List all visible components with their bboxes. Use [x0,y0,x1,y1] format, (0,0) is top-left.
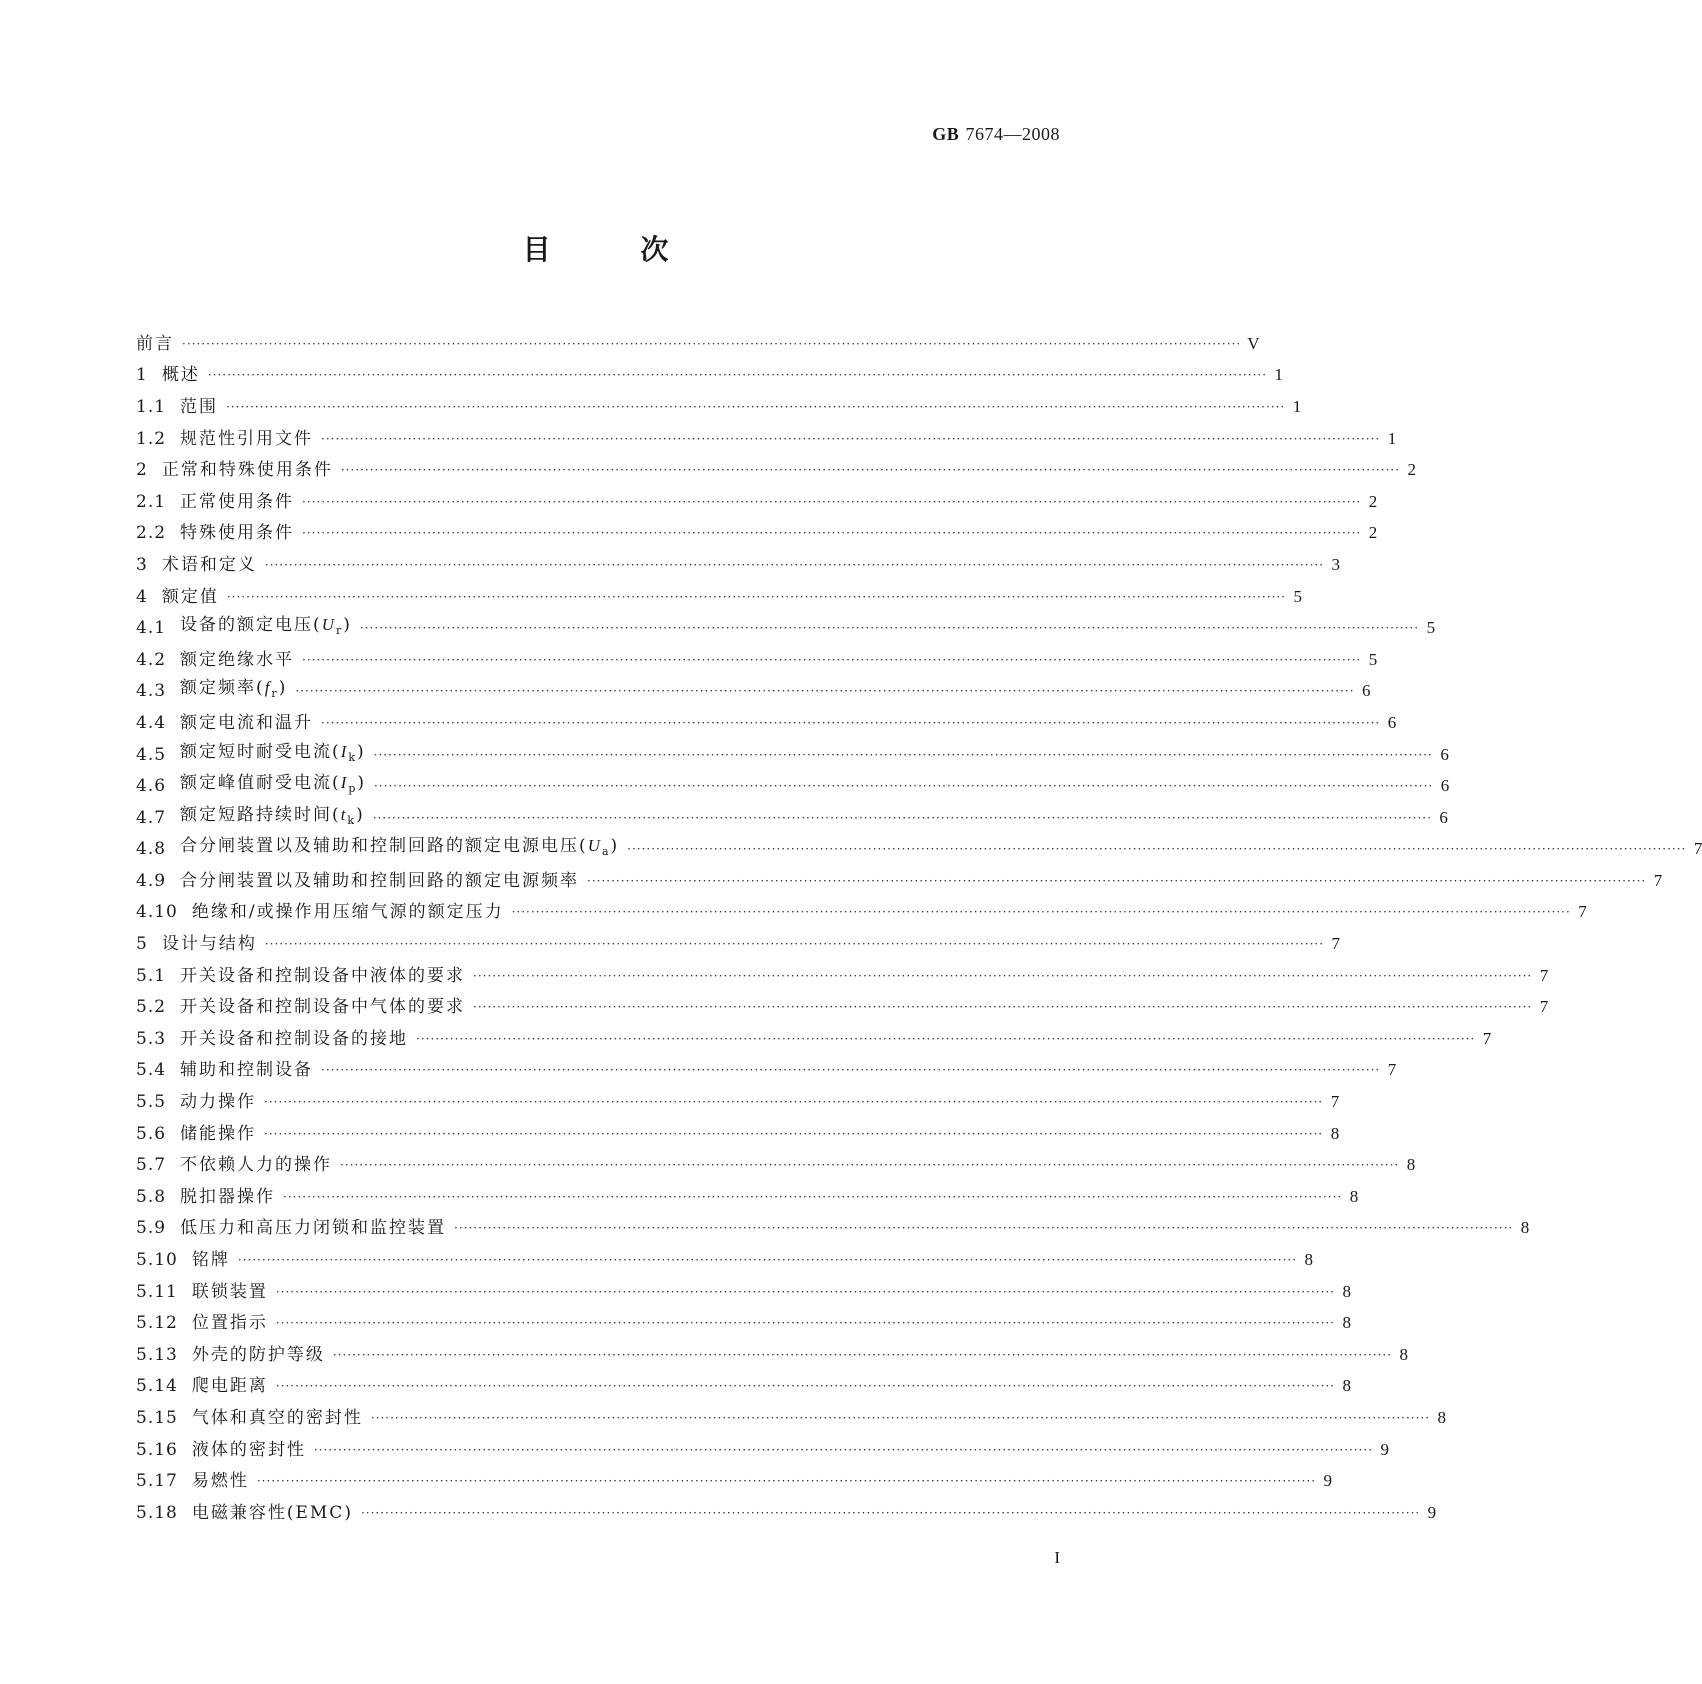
toc-leader-dots: ···························································································································································································································· [332,1347,1393,1362]
toc-entry-label [166,773,366,799]
toc-entry-label-text: 正常使用条件 [180,491,295,512]
toc-entry-label-text: 爬电距离 [191,1376,268,1397]
toc-entry[interactable] [136,1276,1352,1308]
toc-leader-dots: ···························································································································································································································· [207,368,1268,383]
toc-leader-dots: ···························································································································································································································· [264,557,1325,572]
toc-leader-dots: ···························································································································································································································· [275,1316,1336,1331]
toc-entry-label [166,1124,256,1144]
toc-entry-page: 1 [1274,365,1284,385]
toc-entry-label-text: 电磁兼容性(EMC) [191,1502,353,1523]
toc-entry-label-text: 额定值 [161,586,219,607]
toc-entry-page: 7 [1331,934,1341,954]
toc-entry-page: 8 [1342,1313,1352,1333]
toc-leader-dots: ···························································································································································································································· [264,1095,1324,1110]
toc-entry-label [178,1503,353,1523]
toc-entry-label [178,1408,363,1428]
toc-entry-number: 1.2 [136,428,167,449]
toc-entry-number: 5.9 [136,1218,167,1239]
toc-leader-dots: ···························································································································································································································· [264,937,1325,952]
toc-entry-label [178,1313,268,1333]
toc-entry[interactable] [136,960,1549,992]
toc-entry-label [166,397,218,417]
toc-entry-page: 8 [1349,1186,1359,1206]
toc-entry-label [148,587,219,607]
toc-entry[interactable] [136,928,1341,960]
toc-entry-close-paren: ) [278,678,288,699]
toc-entry-page: 9 [1427,1502,1437,1522]
toc-entry-page: 9 [1323,1471,1333,1491]
toc-leader-dots: ···························································································································································································································· [313,1442,1374,1457]
toc-leader-dots: ···························································································································································································································· [370,1410,1431,1425]
toc-entry-number: 4.9 [136,870,167,891]
toc-entry[interactable] [136,581,1303,613]
toc-entry[interactable] [136,739,1449,771]
toc-entry-number: 5.16 [136,1439,178,1460]
toc-entry-label-text: 外壳的防护等级 [191,1344,325,1365]
toc-entry-label [166,966,465,986]
toc-entry-subscript: a [601,845,611,859]
toc-entry-label [166,523,294,543]
toc-entry-subscript: r [335,624,344,638]
toc-entry-number: 4.2 [136,649,167,670]
toc-entry-label [178,1250,230,1270]
toc-entry-number: 5.8 [136,1186,167,1207]
toc-entry-number: 4.8 [136,839,167,860]
toc-entry-label-text: 设备的额定电压( [180,615,322,636]
toc-entry-number: 5 [136,934,148,955]
toc-entry[interactable] [136,707,1397,739]
toc-entry[interactable] [136,360,1284,392]
toc-entry-page: 5 [1368,649,1378,669]
toc-entry-label-text: 液体的密封性 [191,1439,306,1460]
toc-entry[interactable] [136,1307,1352,1339]
toc-entry-number: 1 [136,365,148,386]
toc-entry-page: 7 [1539,965,1549,985]
toc-entry-label-text: 额定电流和温升 [180,712,314,733]
toc-entry-number: 5.10 [136,1250,178,1271]
toc-entry[interactable] [136,802,1448,834]
toc-leader-dots: ···························································································································································································································· [256,1474,1317,1489]
toc-entry[interactable] [136,1149,1416,1181]
toc-entry[interactable] [136,1181,1359,1213]
toc-entry-number: 5.6 [136,1123,167,1144]
toc-leader-dots: ···························································································································································································································· [275,1379,1336,1394]
toc-entry-number: 5.1 [136,965,167,986]
toc-entry-label-text: 动力操作 [180,1092,257,1113]
toc-leader-dots: ···························································································································································································································· [511,905,1571,920]
toc-entry-label [166,678,287,704]
toc-entry-number: 5.13 [136,1344,178,1365]
toc-entry-page: 1 [1387,428,1397,448]
toc-entry-label [166,1029,408,1049]
toc-leader-dots: ···························································································································································································································· [237,1253,1298,1268]
toc-entry[interactable] [136,1118,1340,1150]
toc-entry-label [166,429,313,449]
toc-entry-label-text: 脱扣器操作 [180,1186,276,1207]
toc-entry-label-text: 合分闸装置以及辅助和控制回路的额定电源频率 [180,870,580,891]
toc-entry-number: 5.3 [136,1028,167,1049]
toc-entry-label-text: 开关设备和控制设备的接地 [180,1028,409,1049]
toc-leader-dots: ···························································································································································································································· [373,747,1433,762]
toc-entry-close-paren: ) [356,804,365,825]
toc-entry-page: 5 [1293,586,1303,606]
toc-entry-page: 7 [1539,997,1549,1017]
toc-leader-dots: ···························································································································································································································· [359,621,1420,636]
toc-leader-dots: ···························································································································································································································· [627,842,1687,857]
toc-entry-label-text: 规范性引用文件 [180,428,314,449]
toc-entry[interactable] [136,612,1436,644]
toc-entry-number: 4.7 [136,807,167,828]
toc-entry[interactable] [136,1244,1314,1276]
toc-entry-label [166,713,313,733]
toc-entry[interactable] [136,454,1417,486]
toc-leader-dots: ···························································································································································································································· [302,652,1362,667]
toc-entry-label-text: 合分闸装置以及辅助和控制回路的额定电源电压( [180,836,588,857]
toc-entry[interactable] [136,1465,1333,1497]
toc-entry-number: 5.18 [136,1502,178,1523]
toc-entry-close-paren: ) [610,836,620,857]
toc-entry-label-text: 范围 [180,396,219,417]
toc-entry-label [178,1376,268,1396]
toc-entry-page: 3 [1331,554,1341,574]
toc-entry-label [178,1282,268,1302]
toc-entry-page: 9 [1380,1439,1390,1459]
toc-entry-close-paren: ) [357,773,367,794]
toc-entry-page: 7 [1653,870,1663,890]
toc-entry-label-text: 额定频率( [180,678,265,699]
toc-entry-label-text: 特殊使用条件 [180,523,295,544]
toc-entry-number: 5.11 [136,1281,178,1302]
toc-entry[interactable] [136,1055,1397,1087]
toc-entry-number: 4.5 [136,744,167,765]
toc-entry-close-paren: ) [343,615,352,636]
toc-entry-page: 6 [1440,744,1449,764]
toc-entry-symbol: I [340,741,349,761]
toc-entry-label [166,1218,446,1238]
toc-entry-number: 4.4 [136,712,167,733]
toc-entry-label [178,1345,325,1365]
toc-entry-symbol: I [340,773,349,793]
toc-entry-label-text: 额定短路持续时间( [180,804,341,825]
toc-entry-label-text: 低压力和高压力闭锁和监控装置 [180,1218,447,1239]
toc-entry-symbol: t [340,804,348,824]
toc-entry-label-text: 开关设备和控制设备中气体的要求 [180,997,466,1018]
toc-leader-dots: ···························································································································································································································· [283,1189,1343,1204]
toc-entry-label-text: 不依赖人力的操作 [180,1155,333,1176]
toc-leader-dots: ···························································································································································································································· [473,1000,1533,1015]
toc-leader-dots: ···························································································································································································································· [302,526,1362,541]
toc-entry-subscript: p [348,782,358,796]
toc-entry-subscript: k [347,813,357,827]
toc-leader-dots: ···························································································································································································································· [321,715,1381,730]
toc-entry[interactable] [136,676,1371,708]
toc-entry-label-text: 额定峰值耐受电流( [180,773,341,794]
toc-entry-label [178,902,504,922]
toc-entry-label-text: 联锁装置 [191,1281,268,1302]
toc-entry-page: 7 [1387,1060,1397,1080]
toc-entry[interactable] [136,1023,1492,1055]
toc-entry-number: 2.2 [136,523,167,544]
toc-entry-number: 2 [136,460,148,481]
toc-entry-number: 5.4 [136,1060,167,1081]
toc-leader-dots: ···························································································································································································································· [374,779,1434,794]
page-number: I [1054,1548,1060,1567]
toc-entry-number: 4.3 [136,681,167,702]
toc-entry-number: 5.17 [136,1471,178,1492]
toc-entry-label [166,742,366,768]
toc-entry-page: 5 [1426,618,1436,638]
toc-entry-label [166,1155,332,1175]
toc-entry-page: 7 [1693,839,1702,859]
toc-entry-page: 8 [1342,1281,1352,1301]
toc-entry-label-text: 铭牌 [191,1250,230,1271]
toc-entry-label [166,650,294,670]
toc-entry-number: 3 [136,554,148,575]
toc-leader-dots: ···························································································································································································································· [295,684,1355,699]
toc-entry-label-text: 开关设备和控制设备中液体的要求 [180,965,466,986]
toc-entry-label [148,934,257,954]
toc-leader-dots: ···························································································································································································································· [473,968,1533,983]
toc-entry[interactable] [136,391,1302,423]
toc-leader-dots: ···························································································································································································································· [587,873,1647,888]
toc-leader-dots: ···························································································································································································································· [275,1284,1336,1299]
toc-leader-dots: ···························································································································································································································· [264,1126,1324,1141]
toc-leader-dots: ···························································································································································································································· [321,1063,1381,1078]
toc-entry-label [166,492,294,512]
toc-entry-page: 8 [1304,1250,1314,1270]
toc-entry[interactable] [136,1497,1437,1529]
toc-entry-label [136,334,174,354]
toc-entry-number: 4 [136,586,148,607]
toc-entry-label-text: 前言 [136,333,174,354]
toc-entry[interactable] [136,1213,1530,1245]
toc-entry-page: 8 [1437,1407,1447,1427]
toc-entry[interactable] [136,328,1260,360]
toc-entry-label [166,1092,256,1112]
toc-entry-page: 6 [1362,681,1371,701]
toc-entry-label [166,871,579,891]
toc-entry[interactable] [136,1086,1340,1118]
toc-entry-label [178,1471,249,1491]
toc-leader-dots: ···························································································································································································································· [340,463,1401,478]
toc-entry-label [148,555,257,575]
toc-entry-page: 7 [1578,902,1587,922]
toc-entry-label-text: 位置指示 [191,1313,268,1334]
toc-entry-symbol: f [264,678,272,698]
toc-entry[interactable] [136,1339,1409,1371]
toc-leader-dots: ···························································································································································································································· [226,589,1287,604]
toc-entry-page: V [1247,333,1260,353]
toc-entry-page: 2 [1368,491,1378,511]
toc-entry-close-paren: ) [357,741,366,762]
page-title: 目 次 [522,233,709,266]
toc-entry-page: 1 [1292,396,1302,416]
standard-prefix: GB [932,124,960,144]
toc-entry-label-text: 术语和定义 [161,554,257,575]
toc-entry-label-text: 绝缘和/或操作用压缩气源的额定压力 [191,902,504,923]
toc-leader-dots: ···························································································································································································································· [416,1031,1476,1046]
toc-entry-number: 5.5 [136,1092,167,1113]
toc-entry-page: 2 [1368,523,1378,543]
standard-code [860,124,1060,145]
toc-entry-label-text: 储能操作 [180,1123,257,1144]
toc-entry-label-text: 额定短时耐受电流( [180,741,341,762]
toc-entry[interactable] [136,834,1702,866]
toc-entry-label [166,997,465,1017]
toc-entry-number: 4.10 [136,902,178,923]
toc-entry[interactable] [136,770,1450,802]
toc-entry-label [166,1187,275,1207]
toc-entry-label-text: 设计与结构 [161,934,257,955]
toc-entry-number: 1.1 [136,396,167,417]
toc-entry-label [166,836,619,862]
toc-entry[interactable] [136,1402,1447,1434]
toc-entry-label [166,805,365,831]
toc-entry-label-text: 概述 [161,365,200,386]
toc-entry-number: 5.12 [136,1313,178,1334]
toc-entry-page: 8 [1342,1376,1352,1396]
toc-entry-subscript: r [271,687,279,701]
toc-leader-dots: ···························································································································································································································· [360,1505,1421,1520]
toc-entry-number: 2.1 [136,491,167,512]
toc-entry-page: 8 [1330,1123,1340,1143]
toc-entry-number: 5.15 [136,1407,178,1428]
toc-entry[interactable] [136,897,1587,929]
toc-entry-page: 7 [1330,1092,1340,1112]
toc-entry-label [166,1060,313,1080]
toc-entry-label [148,365,200,385]
toc-entry-number: 4.6 [136,776,167,797]
toc-entry-page: 2 [1407,460,1417,480]
toc-entry[interactable] [136,486,1378,518]
toc-entry[interactable] [136,549,1341,581]
toc-leader-dots: ···························································································································································································································· [226,399,1286,414]
toc-entry-number: 4.1 [136,618,167,639]
toc-leader-dots: ···························································································································································································································· [340,1158,1400,1173]
toc-entry-subscript: k [348,750,358,764]
toc-entry[interactable] [136,1371,1352,1403]
toc-entry-label [166,615,352,641]
toc-entry-number: 5.7 [136,1155,167,1176]
toc-leader-dots: ···························································································································································································································· [454,1221,1514,1236]
toc-entry[interactable] [136,865,1663,897]
toc-leader-dots: ···························································································································································································································· [302,494,1362,509]
toc-entry-label-text: 气体和真空的密封性 [191,1407,363,1428]
toc-entry-label [178,1440,306,1460]
toc-entry-number: 5.14 [136,1376,178,1397]
standard-number: 7674—2008 [965,124,1060,144]
toc-entry-page: 8 [1520,1218,1530,1238]
toc-entry-label-text: 额定绝缘水平 [180,649,295,670]
toc-entry-label [148,460,333,480]
toc-entry-number: 5.2 [136,997,167,1018]
toc-entry-page: 7 [1482,1028,1492,1048]
toc-entry-label-text: 辅助和控制设备 [180,1060,314,1081]
toc-entry-page: 6 [1387,712,1397,732]
toc-entry-symbol: U [321,615,336,635]
table-of-contents [136,328,1702,1529]
toc-leader-dots: ···························································································································································································································· [182,336,1242,351]
toc-leader-dots: ···························································································································································································································· [321,431,1381,446]
toc-entry[interactable] [136,991,1549,1023]
toc-entry-page: 6 [1439,807,1448,827]
toc-entry[interactable] [136,518,1378,550]
toc-entry-page: 8 [1399,1344,1409,1364]
toc-entry[interactable] [136,1434,1390,1466]
toc-entry[interactable] [136,423,1397,455]
toc-leader-dots: ···························································································································································································································· [372,810,1432,825]
toc-entry-page: 8 [1406,1155,1416,1175]
toc-entry-label-text: 易燃性 [191,1471,249,1492]
toc-entry-label-text: 正常和特殊使用条件 [161,460,333,481]
toc-entry-page: 6 [1440,776,1450,796]
toc-entry-symbol: U [587,836,602,856]
toc-entry[interactable] [136,644,1378,676]
